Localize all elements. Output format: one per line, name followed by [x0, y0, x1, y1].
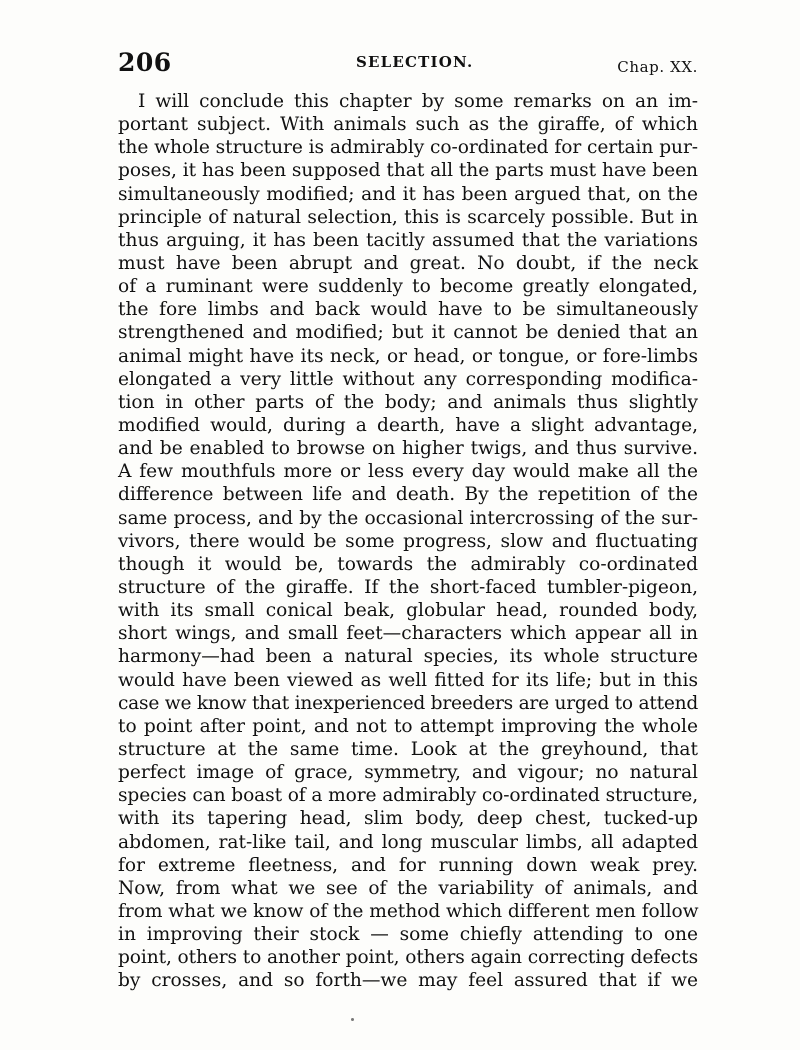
text-line: perfect image of grace, symmetry, and vigour; no natural — [118, 762, 698, 784]
text-line: from what we know of the method which different men follow — [118, 900, 699, 922]
text-line: point, others to another point, others again correcting defects — [118, 947, 698, 969]
text-line: species can boast of a more admirably co-ordinated structure, — [118, 785, 698, 807]
text-line: structure of the giraffe. If the short-faced tumbler-pigeon, — [118, 576, 698, 598]
text-line: though it would be, towards the admirably co-ordinated — [118, 553, 698, 575]
text-line: modified would, during a dearth, have a slight advantage, — [118, 414, 698, 436]
page-speck — [351, 1018, 354, 1021]
running-head — [118, 48, 698, 84]
text-line: to point after point, and not to attempt improving the whole — [118, 715, 698, 737]
text-line: structure at the same time. Look at the greyhound, that — [118, 738, 698, 760]
text-line: poses, it has been supposed that all the parts must have been — [118, 160, 698, 182]
text-line: animal might have its neck, or head, or tongue, or fore-limbs — [118, 345, 698, 367]
text-line: Now, from what we see of the variability of animals, and — [118, 877, 698, 899]
text-line: short wings, and small feet—characters which appear all in — [118, 623, 698, 645]
text-line: vivors, there would be some progress, slow and fluctuating — [118, 530, 698, 552]
text-line: with its small conical beak, globular head, rounded body, — [118, 600, 698, 622]
text-line: principle of natural selection, this is scarcely possible. But in — [118, 206, 698, 228]
text-line: I will conclude this chapter by some remarks on an im- — [138, 91, 698, 112]
text-line: same process, and by the occasional intercrossing of the sur- — [118, 507, 698, 529]
text-line: with its tapering head, slim body, deep chest, tucked-up — [118, 808, 698, 830]
text-line: for extreme fleetness, and for running down weak prey. — [118, 854, 698, 876]
text-line: simultaneously modified; and it has been argued that, on the — [118, 183, 698, 205]
text-line: the fore limbs and back would have to be simultaneously — [118, 299, 698, 321]
text-line: tion in other parts of the body; and animals thus slightly — [118, 391, 698, 413]
text-line: in improving their stock — some chiefly attending to one — [118, 924, 698, 946]
text-line: portant subject. With animals such as the giraffe, of which — [118, 114, 698, 136]
text-line: difference between life and death. By the repetition of the — [118, 484, 698, 506]
text-line: by crosses, and so forth—we may feel assured that if we — [118, 970, 698, 992]
chapter-label: Chap. XX. — [617, 58, 698, 76]
text-line: harmony—had been a natural species, its whole structure — [118, 646, 698, 668]
text-line: case we know that inexperienced breeders are urged to attend — [118, 692, 699, 714]
body-text — [118, 90, 698, 992]
text-line: elongated a very little without any corresponding modifica- — [118, 368, 698, 390]
text-line: must have been abrupt and great. No doubt, if the neck — [118, 252, 698, 274]
text-line: abdomen, rat-like tail, and long muscular limbs, all adapted — [118, 831, 698, 853]
page-number: 206 — [118, 48, 172, 77]
text-line: the whole structure is admirably co-ordinated for certain pur- — [118, 137, 698, 159]
text-line: thus arguing, it has been tacitly assumed that the variations — [118, 229, 698, 251]
text-line: A few mouthfuls more or less every day would make all the — [118, 461, 698, 483]
running-title: SELECTION. — [356, 53, 474, 71]
text-line: would have been viewed as well fitted for its life; but in this — [118, 669, 698, 691]
text-line: and be enabled to browse on higher twigs, and thus survive. — [118, 438, 698, 460]
text-line: of a ruminant were suddenly to become greatly elongated, — [118, 276, 698, 298]
text-line: strengthened and modified; but it cannot be denied that an — [118, 322, 698, 344]
